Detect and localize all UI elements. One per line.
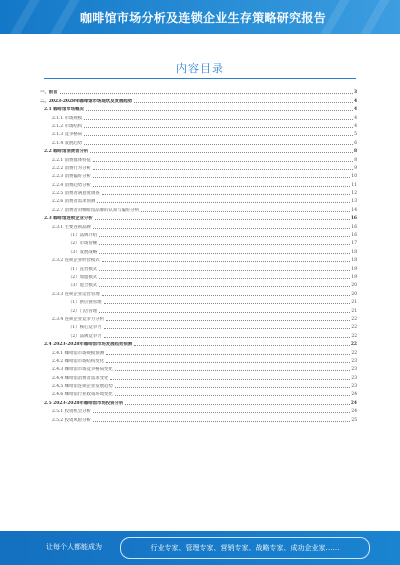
toc-entry-title: 2.1 咖啡馆市场概况 <box>44 107 84 113</box>
toc-entry-title: （2）加盟模式 <box>68 274 98 280</box>
toc-entry[interactable] <box>40 263 357 271</box>
toc-entry[interactable] <box>40 154 357 162</box>
toc-leader-dots <box>84 135 353 136</box>
toc-leader-dots <box>99 244 350 245</box>
toc-entry-title: 2.4.5 咖啡馆连锁企业发展趋势 <box>52 384 113 390</box>
toc-entry-page: 25 <box>351 417 357 423</box>
toc-entry-page: 13 <box>351 199 357 205</box>
toc-leader-dots <box>93 169 353 170</box>
toc-leader-dots <box>99 286 350 287</box>
toc-entry-title: 2.5.2 投资风险分析 <box>52 417 91 423</box>
toc-entry-page: 4 <box>354 123 357 129</box>
toc-entry-page: 10 <box>351 174 357 180</box>
toc-entry-title: 2.4 2023-2028年咖啡馆市场发展趋势预测 <box>44 342 133 348</box>
toc-leader-dots <box>99 253 350 254</box>
toc-entry-title: 2.2.4 消费趋势分析 <box>52 182 91 188</box>
toc-entry[interactable] <box>40 347 357 355</box>
toc-heading: 内容目录 <box>176 62 224 75</box>
toc-entry-page: 4 <box>354 115 357 121</box>
header-banner <box>0 0 400 34</box>
toc-entry-title: （1）品牌介绍 <box>68 233 98 239</box>
toc-entry[interactable] <box>40 397 357 405</box>
toc-entry[interactable] <box>40 280 357 288</box>
toc-leader-dots <box>84 127 353 128</box>
toc-entry-title: （2）品牌竞争力 <box>68 333 102 339</box>
toc-entry-title: （3）混合模式 <box>68 283 98 289</box>
toc-entry-page: 18 <box>351 249 357 255</box>
toc-entry-page: 16 <box>351 224 357 230</box>
toc-entry-page: 20 <box>351 291 357 297</box>
toc-entry-page: 6 <box>354 140 357 146</box>
toc-entry-page: 11 <box>351 182 357 188</box>
toc-entry-page: 14 <box>351 207 357 213</box>
toc-entry-title: 2.2.7 消费者对咖啡馆品牌的认知与偏好分析 <box>52 207 140 213</box>
toc-entry-page: 24 <box>351 409 357 415</box>
toc-entry[interactable] <box>40 230 357 238</box>
toc-entry-title: 2.4.4 咖啡馆消费者需求变化 <box>52 375 109 381</box>
footer-banner <box>0 531 400 565</box>
toc-leader-dots <box>84 144 353 145</box>
toc-entry[interactable] <box>40 104 357 112</box>
toc-entry[interactable] <box>40 414 357 422</box>
toc-leader-dots <box>102 194 351 195</box>
footer-slogan: 让每个人都能成为 <box>46 543 102 551</box>
toc-leader-dots <box>141 211 350 212</box>
toc-leader-dots <box>102 295 351 296</box>
toc-entry-page: 24 <box>350 400 357 406</box>
toc-entry-page: 19 <box>351 266 357 272</box>
toc-entry-title: 2.2.3 消费偏好分析 <box>52 174 91 180</box>
toc-entry[interactable] <box>40 87 357 95</box>
toc-entry-page: 12 <box>351 191 357 197</box>
toc-leader-dots <box>115 370 351 371</box>
toc-entry[interactable] <box>40 381 357 389</box>
toc-leader-dots <box>99 312 350 313</box>
toc-leader-dots <box>106 362 350 363</box>
toc-entry-title: 2.2 咖啡馆消费者分析 <box>44 149 89 155</box>
toc-leader-dots <box>99 278 350 279</box>
toc-entry-title: 2.3 咖啡馆连锁企业分析 <box>44 216 93 222</box>
report-title: 咖啡馆市场分析及连锁企业生存策略研究报告 <box>80 11 327 25</box>
toc-entry-title: 2.1.4 发展趋势 <box>52 140 83 146</box>
toc-entry-title: 2.1.3 竞争格局 <box>52 132 83 138</box>
toc-leader-dots <box>84 119 353 120</box>
toc-leader-dots <box>102 261 351 262</box>
toc-entry[interactable] <box>40 372 357 380</box>
toc-entry[interactable] <box>40 95 357 103</box>
toc-entry-page: 24 <box>351 392 357 398</box>
toc-entry-title: （1）供应链管理 <box>68 300 102 306</box>
toc-leader-dots <box>115 387 351 388</box>
toc-entry-title: 2.2.1 消费群体特征 <box>52 157 91 163</box>
toc-entry-page: 16 <box>350 216 357 222</box>
toc-entry-title: （1）核心竞争力 <box>68 325 102 331</box>
toc-entry-page: 18 <box>351 258 357 264</box>
toc-entry[interactable] <box>40 171 357 179</box>
toc-leader-dots <box>93 186 350 187</box>
toc-entry-title: 2.5.1 投资机会分析 <box>52 409 91 415</box>
toc-entry[interactable] <box>40 406 357 414</box>
toc-entry-page: 21 <box>351 300 357 306</box>
toc-entry[interactable] <box>40 255 357 263</box>
toc-entry-page: 3 <box>353 90 357 96</box>
toc-entry-page: 9 <box>354 165 357 171</box>
toc-entry-page: 22 <box>350 342 357 348</box>
toc-leader-dots <box>106 354 350 355</box>
toc-entry[interactable] <box>40 112 357 120</box>
toc-entry-title: 2.5 2023-2028年咖啡馆市场投资分析 <box>44 400 124 406</box>
toc-entry-page: 22 <box>351 316 357 322</box>
toc-entry-page: 5 <box>354 132 357 138</box>
toc-entry-title: 2.4.6 咖啡馆行业政策环境变化 <box>52 392 113 398</box>
toc-entry[interactable] <box>40 179 357 187</box>
toc-entry-page: 22 <box>351 325 357 331</box>
toc-entry-title: 2.4.2 咖啡馆市场结构变化 <box>52 358 105 364</box>
toc-leader-dots <box>104 303 351 304</box>
toc-entry-title: 一、前言 <box>40 90 58 96</box>
toc-entry-page: 16 <box>351 233 357 239</box>
toc-entry-page: 21 <box>351 308 357 314</box>
toc-entry-title: 2.3.4 连锁企业竞争力分析 <box>52 316 105 322</box>
toc-entry[interactable] <box>40 204 357 212</box>
footer-tagline: 行业专家、管理专家、营销专家、战略专家、成功企业家…… <box>120 537 370 559</box>
toc-entry[interactable] <box>40 213 357 221</box>
toc-leader-dots <box>60 93 353 94</box>
toc-leader-dots <box>93 177 350 178</box>
toc-entry-page: 8 <box>354 157 357 163</box>
toc-leader-dots <box>93 412 350 413</box>
toc-entry-page: 19 <box>351 274 357 280</box>
toc-entry-page: 17 <box>351 241 357 247</box>
toc-entry[interactable] <box>40 137 357 145</box>
toc-entry-title: 2.4.1 咖啡馆市场规模预测 <box>52 350 105 356</box>
toc-leader-dots <box>115 395 351 396</box>
toc-leader-dots <box>86 110 353 111</box>
toc-leader-dots <box>110 379 350 380</box>
toc-entry[interactable] <box>40 297 357 305</box>
toc-leader-dots <box>93 161 353 162</box>
toc-divider <box>44 78 356 79</box>
toc-entry-title: 2.1.1 市场规模 <box>52 115 83 121</box>
toc-entry[interactable] <box>40 356 357 364</box>
toc-entry-page: 8 <box>353 149 357 155</box>
toc-entry[interactable] <box>40 314 357 322</box>
toc-leader-dots <box>104 328 351 329</box>
toc-leader-dots <box>90 152 353 153</box>
toc-entry-page: 22 <box>351 333 357 339</box>
toc-entry[interactable] <box>40 129 357 137</box>
toc-entry-title: （1）直营模式 <box>68 266 98 272</box>
toc-entry[interactable] <box>40 339 357 347</box>
toc-entry-page: 23 <box>351 384 357 390</box>
toc-entry-page: 4 <box>353 107 357 113</box>
toc-entry-title: 二、2023-2028年咖啡馆市场现状及发展趋势 <box>40 98 133 104</box>
toc-entry[interactable] <box>40 305 357 313</box>
toc-entry-title: 2.3.1 主要连锁品牌 <box>52 224 91 230</box>
toc-leader-dots <box>125 404 350 405</box>
toc-leader-dots <box>134 102 353 103</box>
toc-entry[interactable] <box>40 272 357 280</box>
toc-entry-title: 2.3.3 连锁企业运营管理 <box>52 291 100 297</box>
toc-entry-page: 20 <box>351 283 357 289</box>
toc-leader-dots <box>99 270 350 271</box>
toc-entry[interactable] <box>40 146 357 154</box>
toc-entry[interactable] <box>40 121 357 129</box>
toc-entry-page: 23 <box>351 358 357 364</box>
toc-leader-dots <box>97 202 350 203</box>
toc-entry-page: 22 <box>351 350 357 356</box>
toc-entry-title: （3）发展战略 <box>68 249 98 255</box>
toc-entry-title: 2.2.2 消费行为分析 <box>52 165 91 171</box>
toc-leader-dots <box>99 236 350 237</box>
toc-entry-page: 23 <box>351 367 357 373</box>
toc-entry-title: 2.2.6 消费者需求预测 <box>52 199 96 205</box>
toc-entry[interactable] <box>40 330 357 338</box>
toc-entry[interactable] <box>40 221 357 229</box>
toc-leader-dots <box>93 421 350 422</box>
table-of-contents <box>40 87 357 512</box>
toc-entry-title: 2.2.5 消费者满意度调查 <box>52 191 100 197</box>
toc-entry[interactable] <box>40 364 357 372</box>
toc-entry[interactable] <box>40 238 357 246</box>
toc-entry[interactable] <box>40 188 357 196</box>
toc-leader-dots <box>134 345 350 346</box>
toc-entry-title: （2）市场份额 <box>68 241 98 247</box>
toc-entry-title: 2.1.2 市场结构 <box>52 123 83 129</box>
toc-entry-page: 4 <box>353 98 357 104</box>
toc-leader-dots <box>106 320 350 321</box>
toc-entry[interactable] <box>40 196 357 204</box>
toc-entry[interactable] <box>40 389 357 397</box>
toc-entry-title: 2.3.2 连锁企业经营模式 <box>52 258 100 264</box>
toc-entry-title: （2）门店管理 <box>68 308 98 314</box>
toc-entry[interactable] <box>40 322 357 330</box>
toc-entry[interactable] <box>40 163 357 171</box>
toc-entry[interactable] <box>40 246 357 254</box>
toc-leader-dots <box>95 219 350 220</box>
toc-entry[interactable] <box>40 288 357 296</box>
toc-entry-page: 23 <box>351 375 357 381</box>
toc-leader-dots <box>93 228 350 229</box>
toc-entry-title: 2.4.3 咖啡馆市场竞争格局变化 <box>52 367 113 373</box>
toc-leader-dots <box>104 337 351 338</box>
